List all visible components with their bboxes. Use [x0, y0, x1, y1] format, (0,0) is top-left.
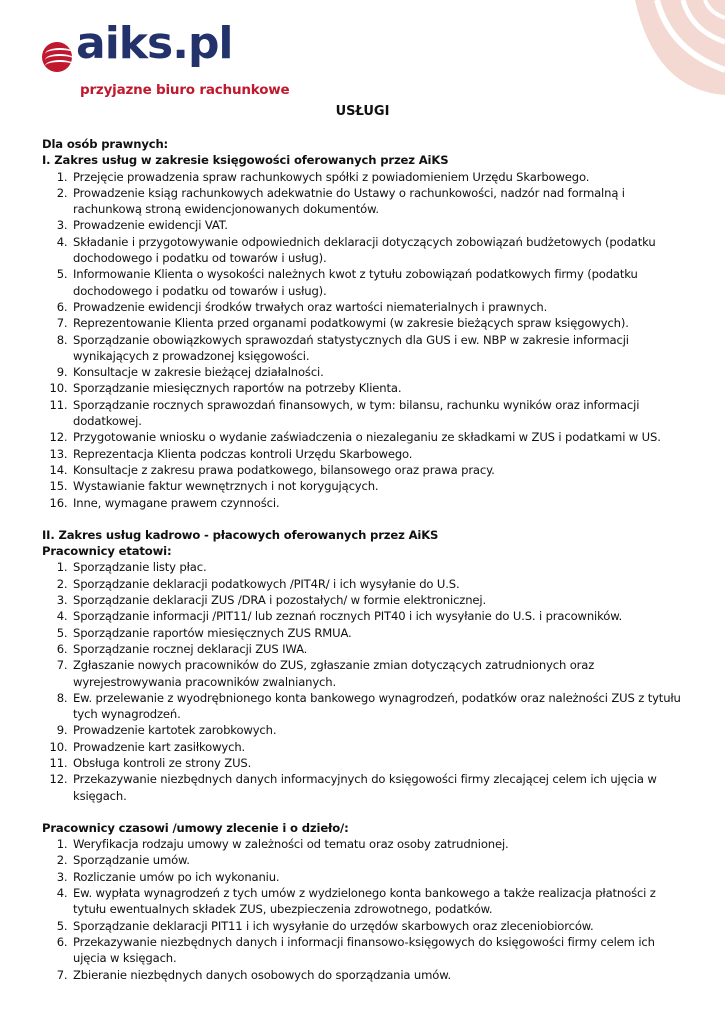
- list-item: 4. Ew. wypłata wynagrodzeń z tych umów z wydzielonego konta bankowego a także realizacja płatności z tytułu ewentualnych składek ZUS, ubezpieczenia zdrowotnego, podatków.: [71, 885, 682, 918]
- logo-dot-icon: [42, 42, 72, 72]
- list-item: 6. Przekazywanie niezbędnych danych i informacji finansowo-księgowych do księgowości firmy celem ich ujęcia w księgach.: [71, 934, 682, 967]
- list-item: 3. Prowadzenie ewidencji VAT.: [71, 217, 682, 233]
- list-item: 14. Konsultacje z zakresu prawa podatkowego, bilansowego oraz prawa pracy.: [71, 462, 682, 478]
- list-item: 15. Wystawianie faktur wewnętrznych i not korygujących.: [71, 478, 682, 494]
- list-item: 11. Obsługa kontroli ze strony ZUS.: [71, 755, 682, 771]
- list-item: 12. Przekazywanie niezbędnych danych informacyjnych do księgowości firmy zlecającej celem ich ujęcia w księgach.: [71, 771, 682, 804]
- list-item: 10. Prowadzenie kart zasiłkowych.: [71, 739, 682, 755]
- list-item: 2. Prowadzenie ksiąg rachunkowych adekwatnie do Ustawy o rachunkowości, nadzór nad formalną i rachunkową stroną ewidencjonowanych dokumentów.: [71, 185, 682, 218]
- list-item: 7. Reprezentowanie Klienta przed organami podatkowymi (w zakresie bieżących spraw księgowych).: [71, 315, 682, 331]
- list-item: 1. Sporządzanie listy płac.: [71, 559, 682, 575]
- list-item: 7. Zgłaszanie nowych pracowników do ZUS, zgłaszanie zmian dotyczących zatrudnionych oraz wyrejestrowywania pracowników zwalnianych.: [71, 657, 682, 690]
- document-body: [42, 136, 682, 983]
- section3-heading-1: Pracownicy czasowi /umowy zlecenie i o dzieło/:: [42, 820, 349, 835]
- list-item: 11. Sporządzanie rocznych sprawozdań finansowych, w tym: bilansu, rachunku wyników oraz informacji dodatkowej.: [71, 397, 682, 430]
- list-item: 6. Sporządzanie rocznej deklaracji ZUS IWA.: [71, 641, 682, 657]
- company-logo: [42, 18, 290, 100]
- logo-brand: aiks.pl: [76, 18, 233, 69]
- list-item: 2. Sporządzanie umów.: [71, 852, 682, 868]
- list-item: 1. Przejęcie prowadzenia spraw rachunkowych spółki z powiadomieniem Urzędu Skarbowego.: [71, 169, 682, 185]
- list-item: 8. Ew. przelewanie z wyodrębnionego konta bankowego wynagrodzeń, podatków oraz należności ZUS z tytułu tych wynagrodzeń.: [71, 690, 682, 723]
- list-item: 6. Prowadzenie ewidencji środków trwałych oraz wartości niematerialnych i prawnych.: [71, 299, 682, 315]
- section1-heading-2: I. Zakres usług w zakresie księgowości oferowanych przez AiKS: [42, 153, 449, 168]
- section2-heading-2: Pracownicy etatowi:: [42, 544, 172, 559]
- section-spacer: [42, 804, 682, 820]
- list-item: 2. Sporządzanie deklaracji podatkowych /PIT4R/ i ich wysyłanie do U.S.: [71, 576, 682, 592]
- list-item: 5. Sporządzanie raportów miesięcznych ZUS RMUA.: [71, 625, 682, 641]
- section1-heading-1: Dla osób prawnych:: [42, 137, 169, 151]
- decorative-swoosh: [595, 0, 725, 95]
- list-item: 9. Konsultacje w zakresie bieżącej działalności.: [71, 364, 682, 380]
- list-item: 4. Składanie i przygotowywanie odpowiednich deklaracji dotyczących zobowiązań budżetowych (podatku dochodowego i podatku od towarów i usług).: [71, 234, 682, 267]
- list-item: 13. Reprezentacja Klienta podczas kontroli Urzędu Skarbowego.: [71, 446, 682, 462]
- logo-tagline: przyjazne biuro rachunkowe: [80, 82, 290, 98]
- list-item: 9. Prowadzenie kartotek zarobkowych.: [71, 722, 682, 738]
- list-item: 5. Informowanie Klienta o wysokości należnych kwot z tytułu zobowiązań podatkowych firmy (podatku dochodowego i podatku od towarów i usług).: [71, 266, 682, 299]
- list-item: 8. Sporządzanie obowiązkowych sprawozdań statystycznych dla GUS i ew. NBP w zakresie informacji wynikających z prowadzonej księgowości.: [71, 332, 682, 365]
- section1-list: [42, 169, 682, 511]
- section3-list: [42, 836, 682, 983]
- list-item: 1. Weryfikacja rodzaju umowy w zależności od tematu oraz osoby zatrudnionej.: [71, 836, 682, 852]
- list-item: 3. Rozliczanie umów po ich wykonaniu.: [71, 869, 682, 885]
- section2-heading-1: II. Zakres usług kadrowo - płacowych oferowanych przez AiKS: [42, 527, 439, 542]
- list-item: 7. Zbieranie niezbędnych danych osobowych do sporządzania umów.: [71, 967, 682, 983]
- list-item: 12. Przygotowanie wniosku o wydanie zaświadczenia o niezaleganiu ze składkami w ZUS i podatkami w US.: [71, 429, 682, 445]
- list-item: 3. Sporządzanie deklaracji ZUS /DRA i pozostałych/ w formie elektronicznej.: [71, 592, 682, 608]
- list-item: 4. Sporządzanie informacji /PIT11/ lub zeznań rocznych PIT40 i ich wysyłanie do U.S. i pracowników.: [71, 608, 682, 624]
- list-item: 16. Inne, wymagane prawem czynności.: [71, 495, 682, 511]
- list-item: 10. Sporządzanie miesięcznych raportów na potrzeby Klienta.: [71, 380, 682, 396]
- page-title: USŁUGI: [335, 104, 390, 119]
- section-spacer: [42, 511, 682, 527]
- section2-list: [42, 559, 682, 803]
- list-item: 5. Sporządzanie deklaracji PIT11 i ich wysyłanie do urzędów skarbowych oraz zleceniobiorców.: [71, 918, 682, 934]
